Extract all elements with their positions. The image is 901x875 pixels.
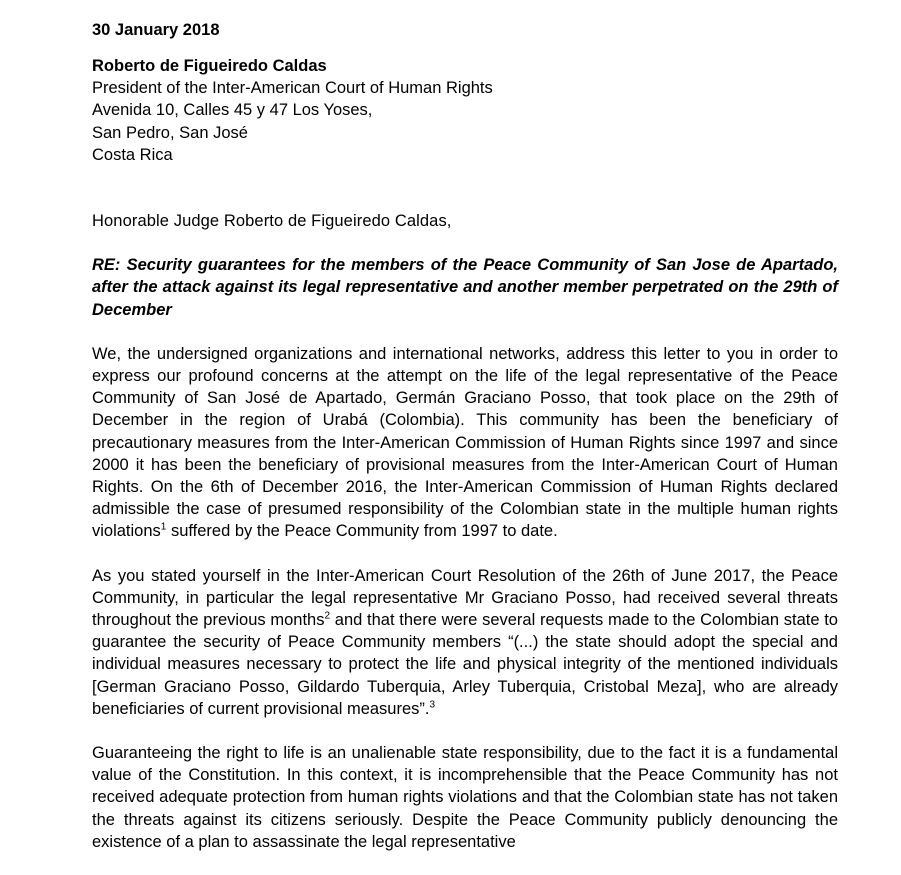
paragraph-text: suffered by the Peace Community from 1997 to date. bbox=[166, 522, 558, 541]
footnote-ref-1[interactable]: 1 bbox=[160, 521, 167, 533]
recipient-country: Costa Rica bbox=[92, 145, 173, 164]
body-paragraph-1 bbox=[92, 343, 838, 543]
body-paragraph-3: Guaranteeing the right to life is an unalienable state responsibility, due to the fact it is a fundamental value of the Constitution. In this context, it is incomprehensible that the Peace Community has not received adequate protection from human rights violations and that the Colombian state has not taken the threats against its citizens seriously. Despite the Peace Community publicly denouncing the existence of a plan to assassinate the legal representative bbox=[92, 744, 838, 851]
body-paragraph-2 bbox=[92, 565, 838, 720]
salutation: Honorable Judge Roberto de Figueiredo Caldas, bbox=[92, 211, 452, 230]
recipient-address-line1: Avenida 10, Calles 45 y 47 Los Yoses, bbox=[92, 101, 373, 120]
letter-page bbox=[92, 19, 838, 853]
paragraph-text: We, the undersigned organizations and international networks, address this letter to you in order to express our profound concerns at the attempt on the life of the legal representative of the Peace Community of San José de Apartado, Germán Graciano Posso, that took place on the 29th of December in the region of Urabá (Colombia). This community has been the beneficiary of precautionary measures from the Inter-American Commission of Human Rights since 1997 and since 2000 it has been the beneficiary of provisional measures from the Inter-American Court of Human Rights. On the 6th of December 2016, the Inter-American Commission of Human Rights declared admissible the case of presumed responsibility of the Colombian state in the multiple human rights violations bbox=[92, 344, 838, 541]
recipient-name: Roberto de Figueiredo Caldas bbox=[92, 57, 327, 75]
recipient-address-block bbox=[92, 55, 838, 166]
footnote-ref-3[interactable]: 3 bbox=[429, 699, 436, 711]
recipient-address-line2: San Pedro, San José bbox=[92, 123, 248, 142]
footnote-ref-2[interactable]: 2 bbox=[324, 610, 331, 622]
letter-date: 30 January 2018 bbox=[92, 21, 220, 39]
subject-line: RE: Security guarantees for the members of the Peace Community of San Jose de Apartado, after the attack against its legal representative and another member perpetrated on the 29th of December bbox=[92, 256, 838, 319]
recipient-title: President of the Inter-American Court of Human Rights bbox=[92, 79, 493, 98]
paragraph-text: As you stated yourself in the Inter-American Court Resolution of the 26th of June 2017, the Peace Community, in particular the legal representative Mr Graciano Posso, had received several threats throughout the previous months bbox=[92, 566, 838, 629]
paragraph-text: and that there were several requests made to the Colombian state to guarantee the security of Peace Community members “(...) the state should adopt the special and individual measures necessary to protect the life and physical integrity of the mentioned individuals [German Graciano Posso, Gildardo Tuberquia, Arley Tuberquia, Cristobal Meza], who are already beneficiaries of current provisional measures”. bbox=[92, 610, 838, 718]
